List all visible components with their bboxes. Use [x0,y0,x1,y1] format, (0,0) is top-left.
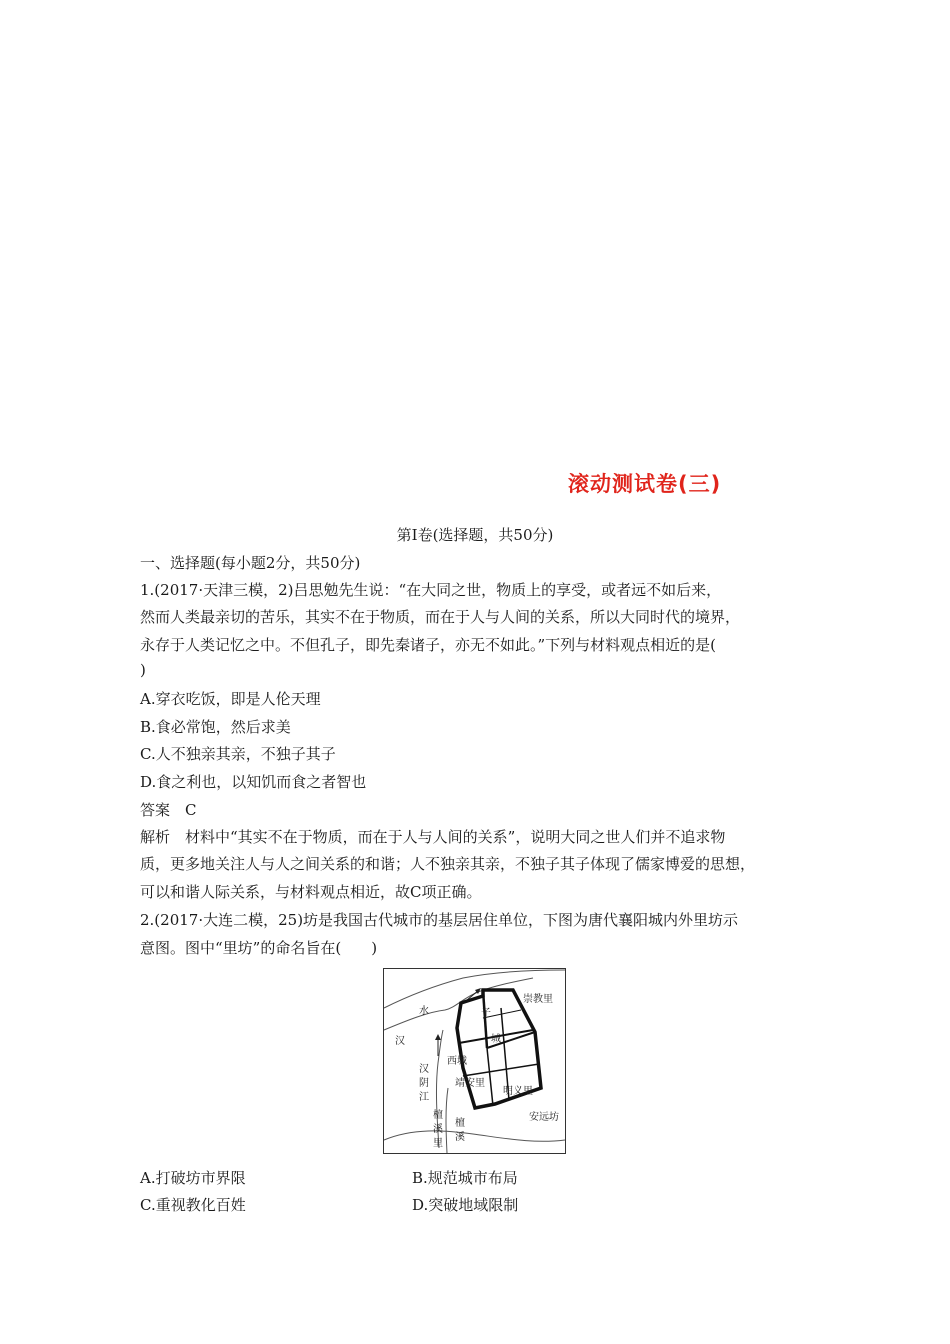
question-1-analysis: 解析 材料中“其实不在于物质，而在于人与人间的关系”，说明大同之世人们并不追求物 [140,828,726,846]
question-1-line: 然而人类最亲切的苦乐，其实不在于物质，而在于人与人间的关系，所以大同时代的境界， [140,608,741,626]
question-1-analysis: 可以和谐人际关系，与材料观点相近，故C项正确。 [140,883,482,901]
question-2-option-d: D.突破地域限制 [412,1196,519,1214]
label-tanxili: 里 [433,1138,443,1149]
label-tanxili: 溪 [433,1124,443,1135]
question-1-option-b: B.食必常饱，然后求美 [140,718,291,736]
label-hanyin: 汉 [419,1064,429,1075]
label-tanxili: 檀 [433,1110,443,1121]
label-hanyin: 阴 [419,1078,429,1089]
label-han: 汉 [395,1036,405,1047]
label-shui: 水 [419,1006,429,1017]
label-tanxi: 檀 [455,1118,465,1129]
question-2-option-c: C.重视教化百姓 [140,1196,246,1214]
question-2-line: 2.(2017·大连二模，25)坊是我国古代城市的基层居住单位，下图为唐代襄阳城内外里坊示 [140,911,739,929]
question-1-answer: 答案 C [140,801,197,819]
question-1-option-c: C.人不独亲其亲，不独子其子 [140,745,336,763]
question-2-option-b: B.规范城市布局 [412,1169,518,1187]
label-chongjiao: 崇教里 [523,994,553,1005]
question-1-line: ) [140,661,146,679]
label-tanxi: 溪 [455,1132,465,1143]
label-mingyi: 明义里 [503,1086,533,1097]
label-cheng: 城 [491,1034,501,1045]
question-1-analysis: 质，更多地关注人与人之间关系的和谐；人不独亲其亲，不独子其子体现了儒家博爱的思想， [140,855,756,873]
question-2-line: 意图。图中“里坊”的命名旨在( ) [140,939,378,957]
part-heading: 一、选择题(每小题2分，共50分) [140,554,361,572]
question-1-line: 1.(2017·天津三模，2)吕思勉先生说：“在大同之世，物质上的享受，或者远不如后来， [140,581,722,599]
question-1-option-d: D.食之利也，以知饥而食之者智也 [140,773,367,791]
xiangyang-city-map [383,968,566,1154]
label-xicheng: 西城 [447,1056,467,1067]
question-2-option-a: A.打破坊市界限 [140,1169,246,1187]
question-1-line: 永存于人类记忆之中。不但孔子，即先秦诸子，亦无不如此。”下列与材料观点相近的是( [140,636,717,654]
section-heading: 第Ⅰ卷(选择题，共50分) [396,526,554,544]
label-jingan: 靖安里 [455,1078,485,1089]
question-1-option-a: A.穿衣吃饭，即是人伦天理 [140,690,321,708]
label-zi: 子 [481,1008,491,1019]
paper-title: 滚动测试卷(三) [568,472,722,496]
label-anyuan: 安远坊 [529,1112,559,1123]
label-hanyin: 江 [419,1092,429,1103]
